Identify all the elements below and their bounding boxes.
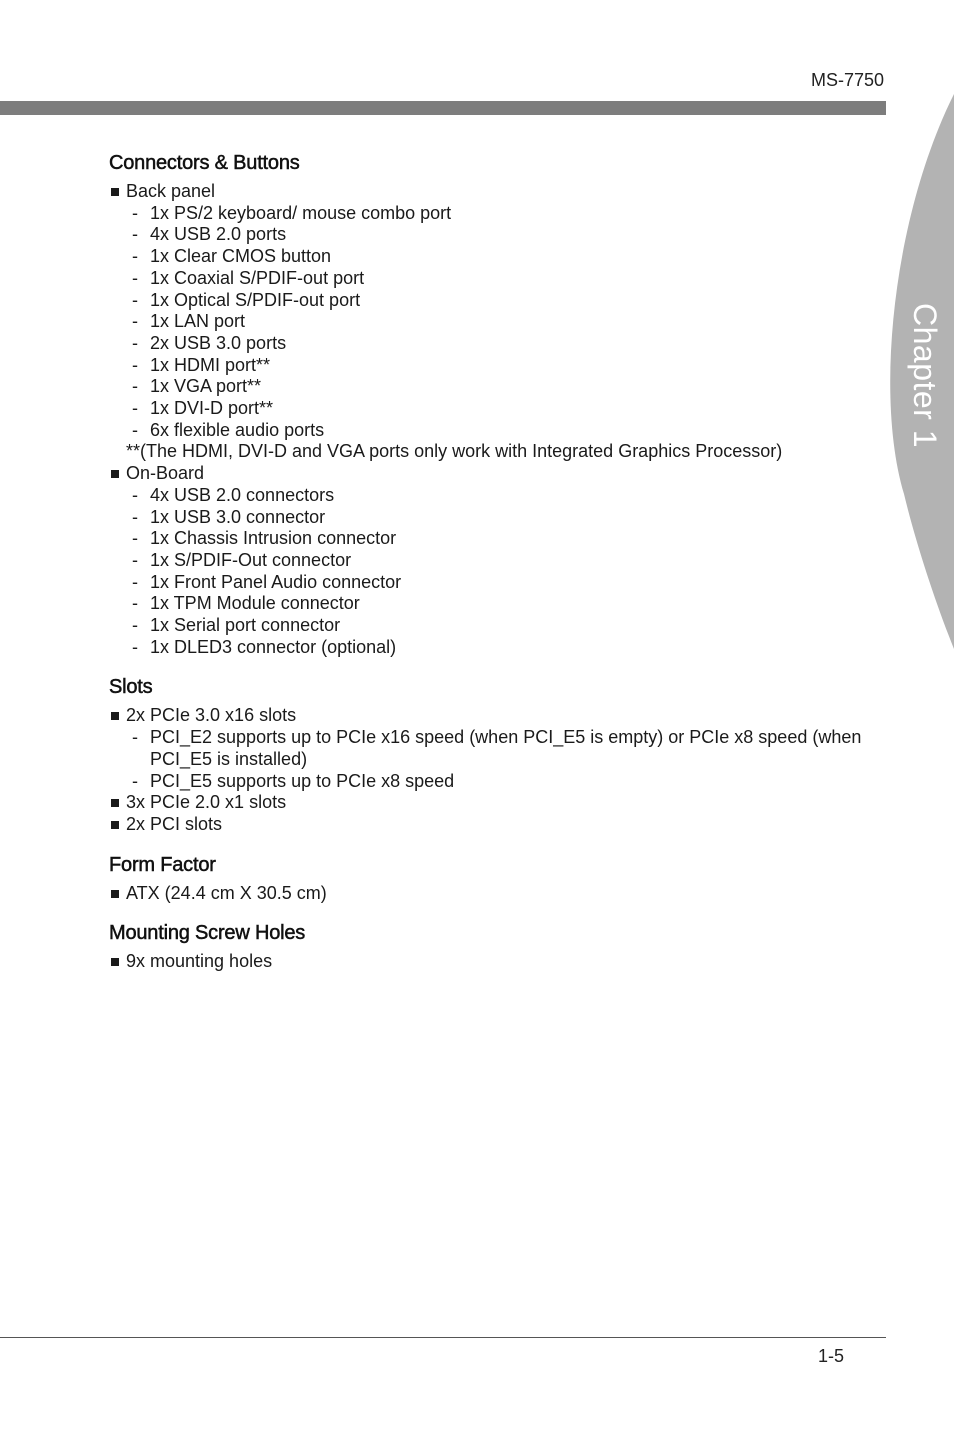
spec-subitem: - 4x USB 2.0 connectors <box>109 485 869 507</box>
spec-subitem: - 1x S/PDIF-Out connector <box>109 550 869 572</box>
spec-list <box>109 951 869 973</box>
spec-subitem: - 4x USB 2.0 ports <box>109 224 869 246</box>
spec-bullet: 3x PCIe 2.0 x1 slots <box>109 792 869 814</box>
spec-subitem: - 1x Serial port connector <box>109 615 869 637</box>
spec-subitem: - 1x Chassis Intrusion connector <box>109 528 869 550</box>
spec-bullet: 2x PCI slots <box>109 814 869 836</box>
spec-subitem: - PCI_E2 supports up to PCIe x16 speed (when PCI_E5 is empty) or PCIe x8 speed (when PCI_E5 is installed) <box>109 727 869 770</box>
chapter-label-wrap <box>905 300 945 450</box>
spec-list <box>109 883 869 905</box>
spec-note: **(The HDMI, DVI-D and VGA ports only work with Integrated Graphics Processor) <box>126 441 783 462</box>
document-body <box>109 152 869 991</box>
footer-rule <box>0 1337 886 1338</box>
spec-bullet: On-Board <box>109 463 869 485</box>
spec-subitem: - 1x Optical S/PDIF-out port <box>109 290 869 312</box>
header-bar <box>0 101 886 115</box>
chapter-label: Chapter 1 <box>907 302 944 448</box>
spec-bullet: 9x mounting holes <box>109 951 869 973</box>
section-heading: Slots <box>109 676 153 699</box>
spec-subitem: - 1x HDMI port** <box>109 355 869 377</box>
spec-bullet: Back panel <box>109 181 869 203</box>
spec-subitem: - 1x LAN port <box>109 311 869 333</box>
spec-subitem: - 1x Coaxial S/PDIF-out port <box>109 268 869 290</box>
spec-subitem: - 1x DLED3 connector (optional) <box>109 637 869 659</box>
section-heading: Connectors & Buttons <box>109 152 300 174</box>
spec-subitem: - 6x flexible audio ports <box>109 420 869 442</box>
model-number: MS-7750 <box>810 70 884 90</box>
section-heading: Form Factor <box>109 853 216 876</box>
spec-subitem: - 1x VGA port** <box>109 376 869 398</box>
spec-subitem: - 1x PS/2 keyboard/ mouse combo port <box>109 203 869 225</box>
section-heading: Mounting Screw Holes <box>109 922 306 945</box>
spec-subitem: - PCI_E5 supports up to PCIe x8 speed <box>109 771 869 793</box>
spec-subitem: - 2x USB 3.0 ports <box>109 333 869 355</box>
spec-bullet: ATX (24.4 cm X 30.5 cm) <box>109 883 869 905</box>
section <box>109 676 869 835</box>
spec-subitem: - 1x DVI-D port** <box>109 398 869 420</box>
spec-subitem: - 1x TPM Module connector <box>109 593 869 615</box>
spec-bullet: 2x PCIe 3.0 x16 slots <box>109 705 869 727</box>
spec-subitem: - 1x Clear CMOS button <box>109 246 869 268</box>
spec-subitem: - 1x USB 3.0 connector <box>109 507 869 529</box>
spec-list <box>109 181 869 658</box>
section <box>109 152 869 658</box>
spec-list <box>109 705 869 835</box>
page-number: 1-5 <box>818 1346 845 1366</box>
section <box>109 922 869 973</box>
section <box>109 854 869 905</box>
spec-subitem: - 1x Front Panel Audio connector <box>109 572 869 594</box>
